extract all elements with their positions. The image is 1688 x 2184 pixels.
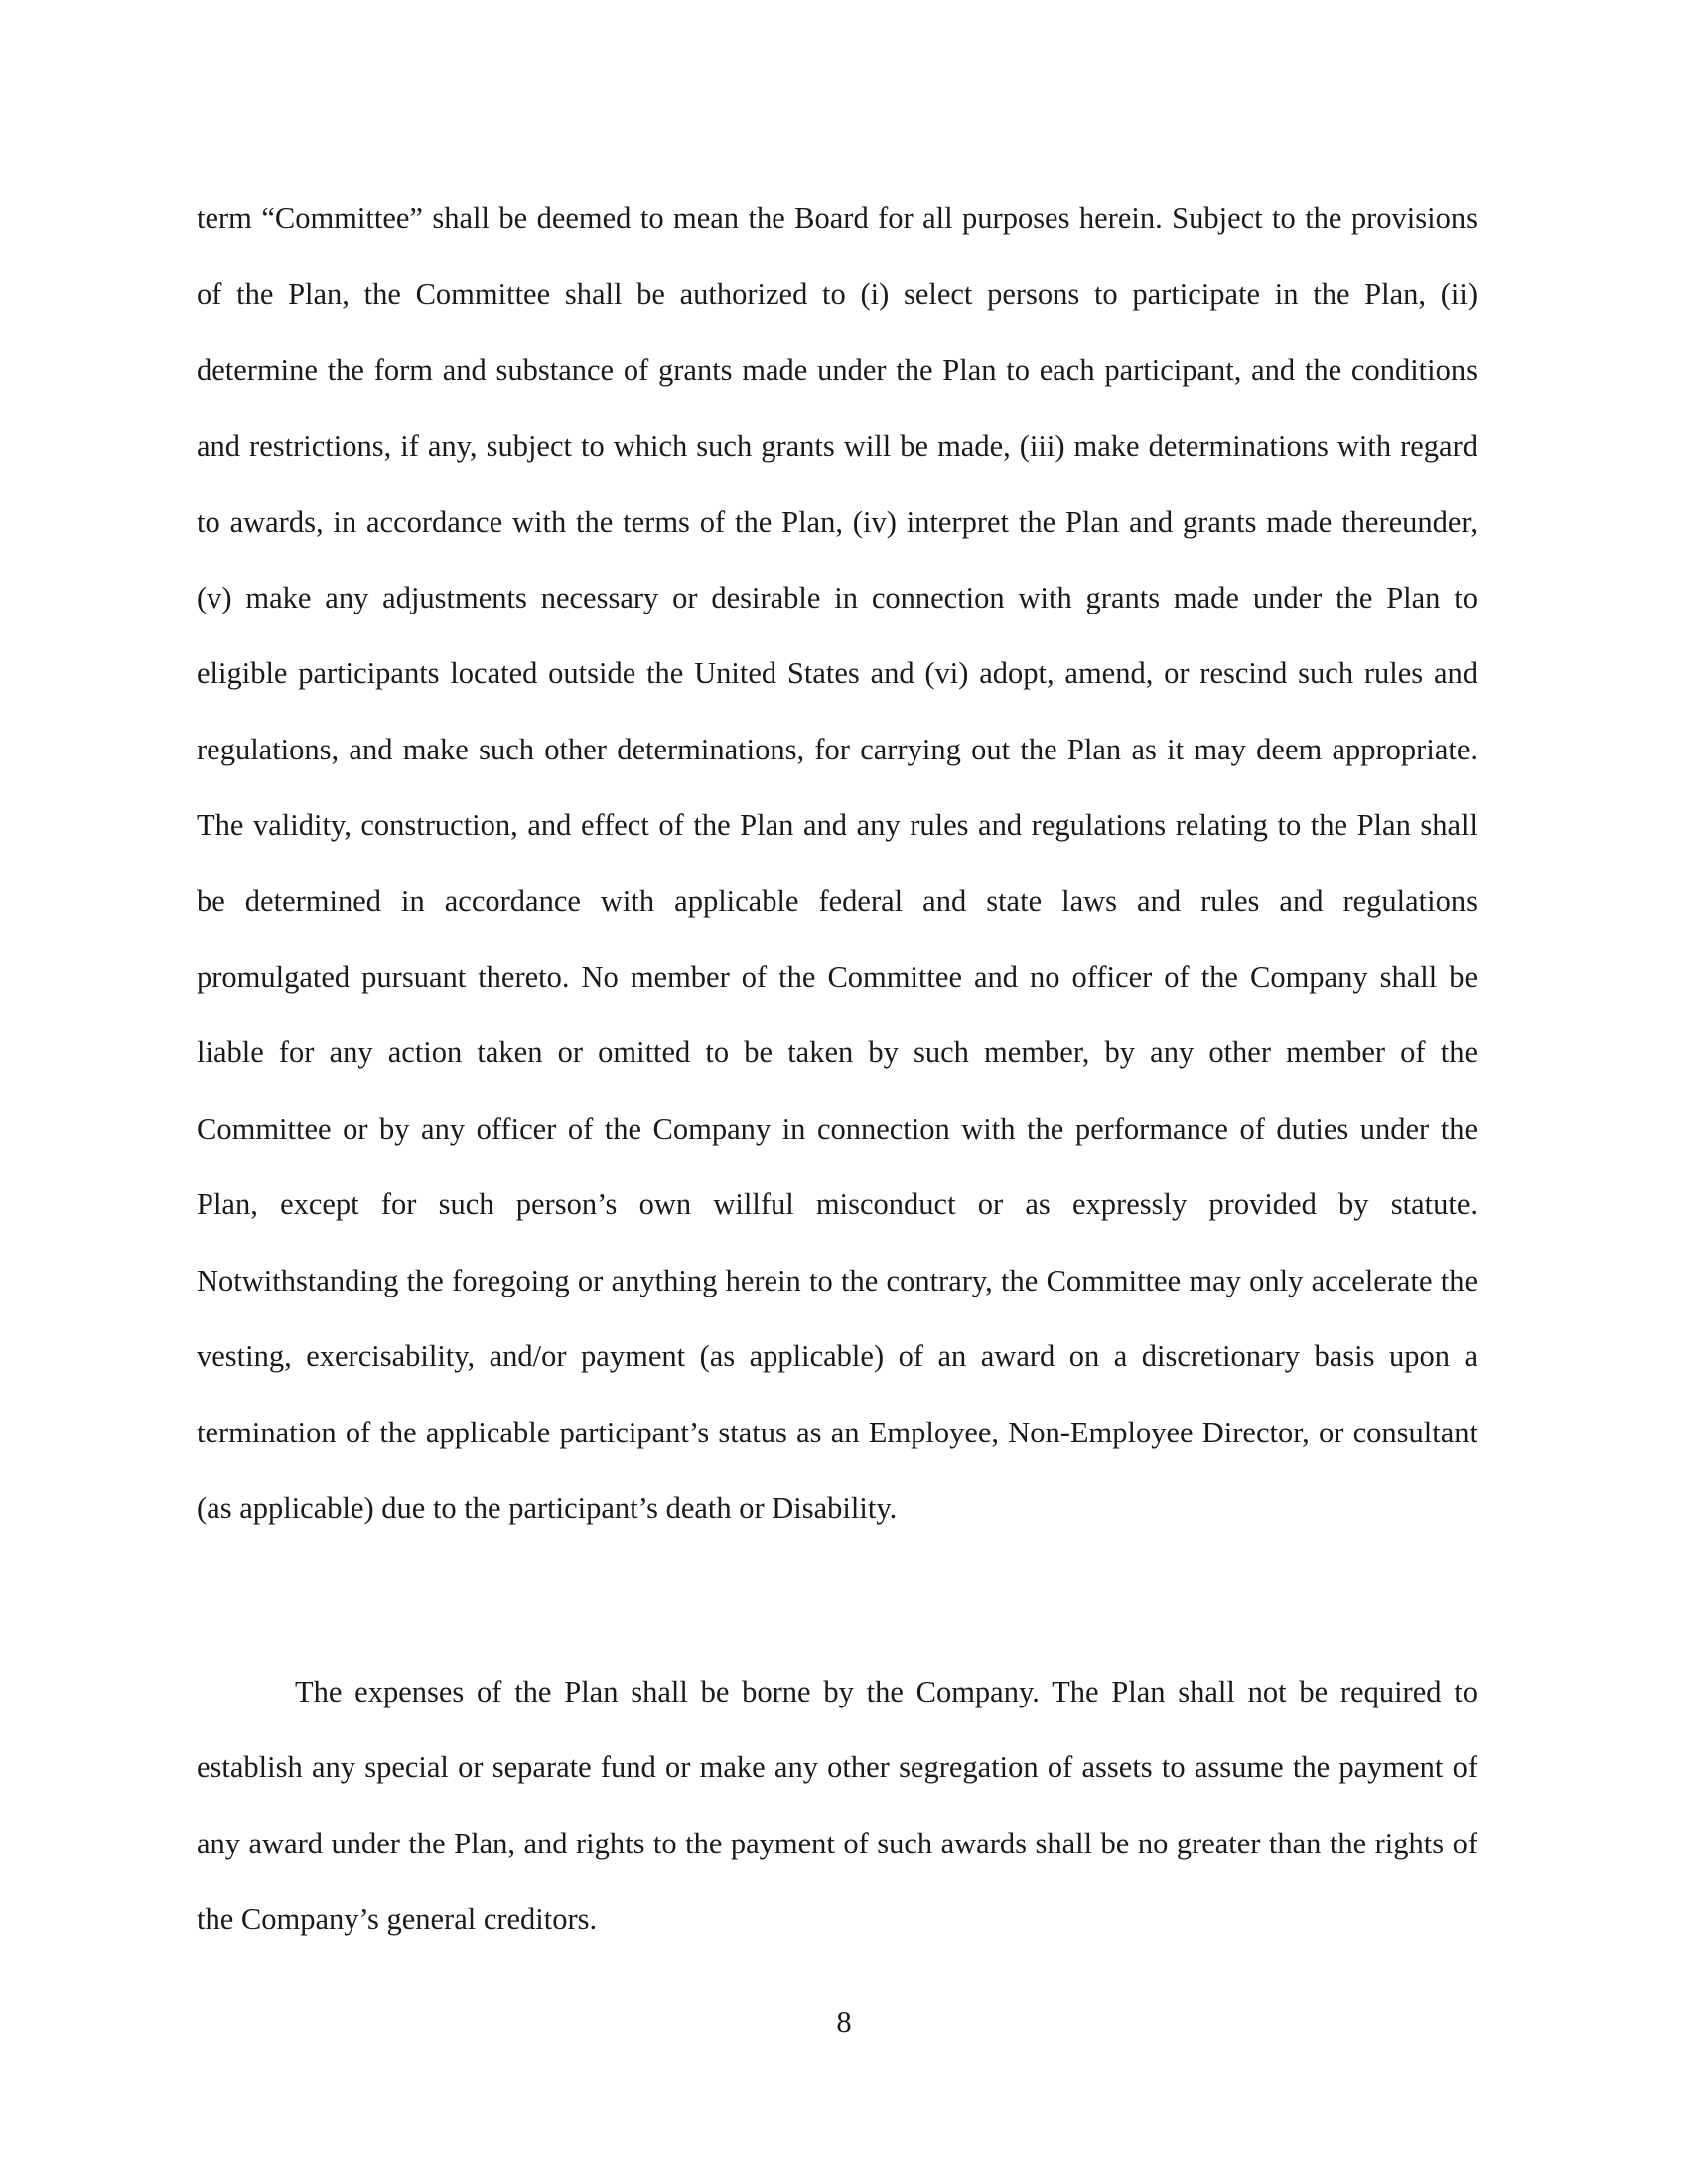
- paragraph-committee-authority: term “Committee” shall be deemed to mean the Board for all purposes herein. Subject to the provisions of the Plan, the Committee shall be authorized to (i) select persons to participate in the Plan, (ii) determine the form and substance of grants made under the Plan to each participant, and the conditions and restrictions, if any, subject to which such grants will be made, (iii) make determinations with regard to awards, in accordance with the terms of the Plan, (iv) interpret the Plan and grants made thereunder, (v) make any adjustments necessary or desirable in connection with grants made under the Plan to eligible participants located outside the United States and (vi) adopt, amend, or rescind such rules and regulations, and make such other determinations, for carrying out the Plan as it may deem appropriate. The validity, construction, and effect of the Plan and any rules and regulations relating to the Plan shall be determined in accordance with applicable federal and state laws and rules and regulations promulgated pursuant thereto. No member of the Committee and no officer of the Company shall be liable for any action taken or omitted to be taken by such member, by any other member of the Committee or by any officer of the Company in connection with the performance of duties under the Plan, except for such person’s own willful misconduct or as expressly provided by statute. Notwithstanding the foregoing or anything herein to the contrary, the Committee may only accelerate the vesting, exercisability, and/or payment (as applicable) of an award on a discretionary basis upon a termination of the applicable participant’s status as an Employee, Non-Employee Director, or consultant (as applicable) due to the participant’s death or Disability.: [197, 202, 1477, 1525]
- paragraph-plan-expenses: The expenses of the Plan shall be borne by the Company. The Plan shall not be required to establish any special or separate fund or make any other segregation of assets to assume the payment of any award under the Plan, and rights to the payment of such awards shall be no greater than the rights of the Company’s general creditors.: [197, 1675, 1477, 1937]
- page-number: 8: [836, 2005, 852, 2039]
